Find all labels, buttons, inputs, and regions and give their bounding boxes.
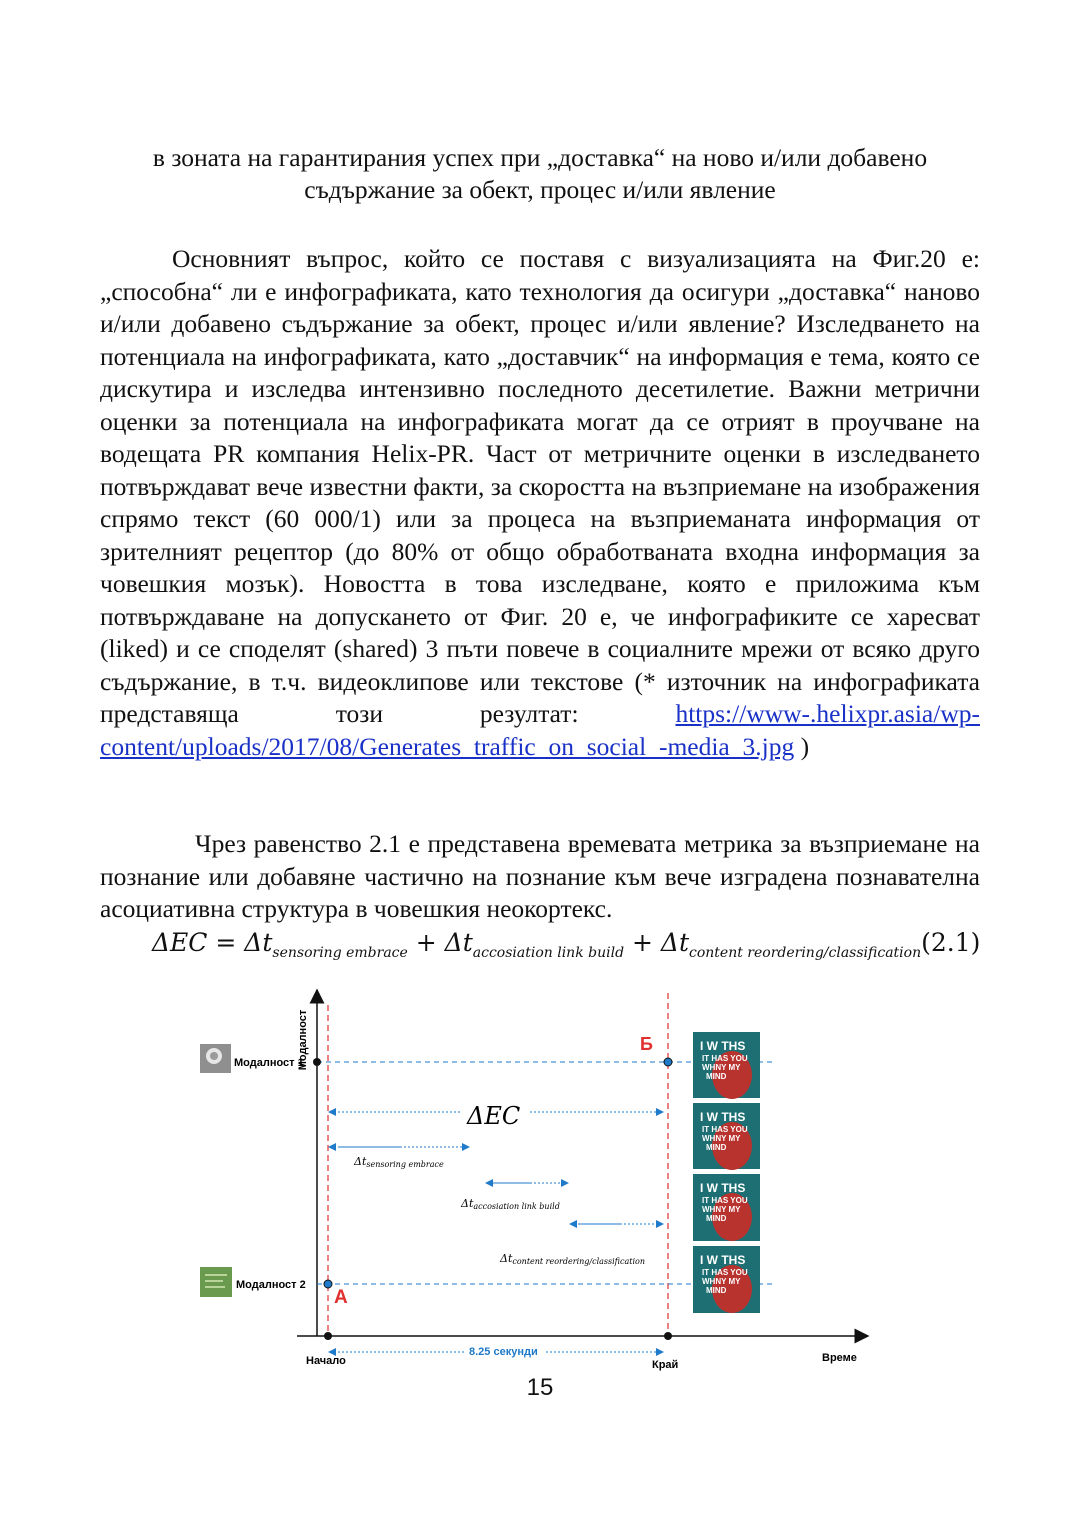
- modality1-label: Модалност 1: [234, 1057, 304, 1069]
- end-label: Край: [652, 1359, 679, 1371]
- dt-sensoring-symbol: Δt: [354, 1155, 367, 1168]
- point-a-marker: [324, 1280, 332, 1288]
- thumb-2-line-1: I W THS: [700, 1110, 746, 1124]
- thumb-2-line-2: IT HAS YOU: [702, 1125, 748, 1134]
- thumb-3-line-3: WHNY MY: [702, 1205, 741, 1214]
- dt-link-symbol: Δt: [461, 1197, 474, 1210]
- dt-content-symbol: Δt: [500, 1252, 513, 1265]
- paragraph1-text: Основният въпрос, който се поставя с визуализацията на Фиг.20 е: „способна“ ли е инфографиката, като технология да осигури „доставка“ наново и/или добавено съдържание за обект, процес и/или явление? Изследването на потенциала на инфографиката, като „доставчик“ на информация е тема, която се дискутира и изследва интензивно последното десетилетие. Важни метрични оценки за потенциала на инфографиката могат да се отрият в проучване на водещата PR компания Helix-PR. Част от метричните оценки в изследването потвърждават вече известни факти, за скоростта на възприемане на изображения спрямо текст (60 000/1) или за процеса на възприеманата информация от зрителният рецептор (до 80% от общо обработваната входна информация за човешкия мозък). Новостта в това изследване, която е приложима към потвърждаване на допускането от Фиг. 20 е, че инфографиките се харесват (liked) и се споделят (shared) 3 пъти повече в социалните мрежи от всяко друго съдържание, в т.ч. видеоклипове или текстове (* източник на инфографиката представяща този резултат:: [100, 244, 980, 728]
- dt-sensoring-sub: sensoring embrace: [366, 1160, 444, 1169]
- source-link[interactable]: https://www-.helixpr.asia/wp-content/uploads/2017/08/Generates_traffic_on_social_-media_3.jpg: [100, 699, 980, 761]
- equation-term-3: Δt: [660, 928, 689, 957]
- equation-number: (2.1): [921, 928, 981, 957]
- delta-ec-label: ΔEC: [467, 1102, 521, 1130]
- equation-term-2: Δt: [444, 928, 473, 957]
- thumb-3-line-4: MIND: [706, 1214, 727, 1223]
- page-number: 15: [526, 1374, 554, 1401]
- thumb-2-line-4: MIND: [706, 1143, 727, 1152]
- modality1-thumbnail: [200, 1044, 231, 1073]
- thumb-4-line-1: I W THS: [700, 1253, 746, 1267]
- equation-term-2-sub: accosiation link build: [472, 945, 625, 961]
- equation-term-1-sub: sensoring embrace: [272, 945, 408, 961]
- point-b-marker: [664, 1058, 672, 1066]
- thumb-3-line-2: IT HAS YOU: [702, 1196, 748, 1205]
- dt-link-sub: accosiation link build: [473, 1202, 560, 1211]
- thumb-3-line-1: I W THS: [700, 1181, 746, 1195]
- infographic-thumb-2: [693, 1103, 760, 1170]
- infographic-thumb-1: [693, 1032, 760, 1099]
- modality2-label: Модалност 2: [236, 1279, 306, 1291]
- thumb-1-line-3: WHNY MY: [702, 1063, 741, 1072]
- dt-link-label: [460, 1197, 560, 1211]
- thumb-1-line-4: MIND: [706, 1072, 727, 1081]
- start-point: [324, 1332, 332, 1340]
- point-a-label: А: [334, 1287, 348, 1308]
- dt-sensoring-label: [353, 1155, 444, 1169]
- equation-lhs: ΔEC: [152, 928, 208, 957]
- thumb-1-line-2: IT HAS YOU: [702, 1054, 748, 1063]
- y-axis-label: Модалност: [297, 1009, 309, 1071]
- end-point: [664, 1332, 672, 1340]
- x-axis-label: Време: [822, 1352, 857, 1364]
- equation-term-1: Δt: [244, 928, 273, 957]
- duration-label: 8.25 секунди: [469, 1346, 538, 1358]
- dt-content-sub: content reordering/classification: [512, 1257, 645, 1266]
- equation-term-3-sub: content reordering/classification: [689, 945, 922, 961]
- thumb-2-line-3: WHNY MY: [702, 1134, 741, 1143]
- equation-plus-1: +: [415, 928, 437, 957]
- paragraph1-tail: ): [800, 731, 810, 761]
- thumb-1-line-1: I W THS: [700, 1039, 746, 1053]
- equation-equals: =: [215, 928, 237, 957]
- modality2-thumbnail: [200, 1267, 232, 1297]
- thumb-4-line-4: MIND: [706, 1286, 727, 1295]
- start-label: Начало: [306, 1355, 346, 1367]
- heading-line-1: в зоната на гарантирания успех при „доставка“ на ново и/или добавено: [152, 143, 928, 172]
- infographic-thumb-4: [693, 1246, 760, 1313]
- dt-content-label: [499, 1252, 645, 1266]
- heading-line-2: съдържание за обект, процес и/или явление: [304, 175, 776, 204]
- modality1-point: [313, 1058, 321, 1066]
- equation-plus-2: +: [631, 928, 653, 957]
- point-b-label: Б: [640, 1034, 653, 1054]
- thumb-4-line-3: WHNY MY: [702, 1277, 741, 1286]
- paragraph2-text: Чрез равенство 2.1 е представена времевата метрика за възприемане на познание или добавяне частично на познание към вече изградена познавателна асоциативна структура в човешкия неокортекс.: [100, 829, 980, 923]
- infographic-thumb-3: [693, 1174, 760, 1241]
- thumb-4-line-2: IT HAS YOU: [702, 1268, 748, 1277]
